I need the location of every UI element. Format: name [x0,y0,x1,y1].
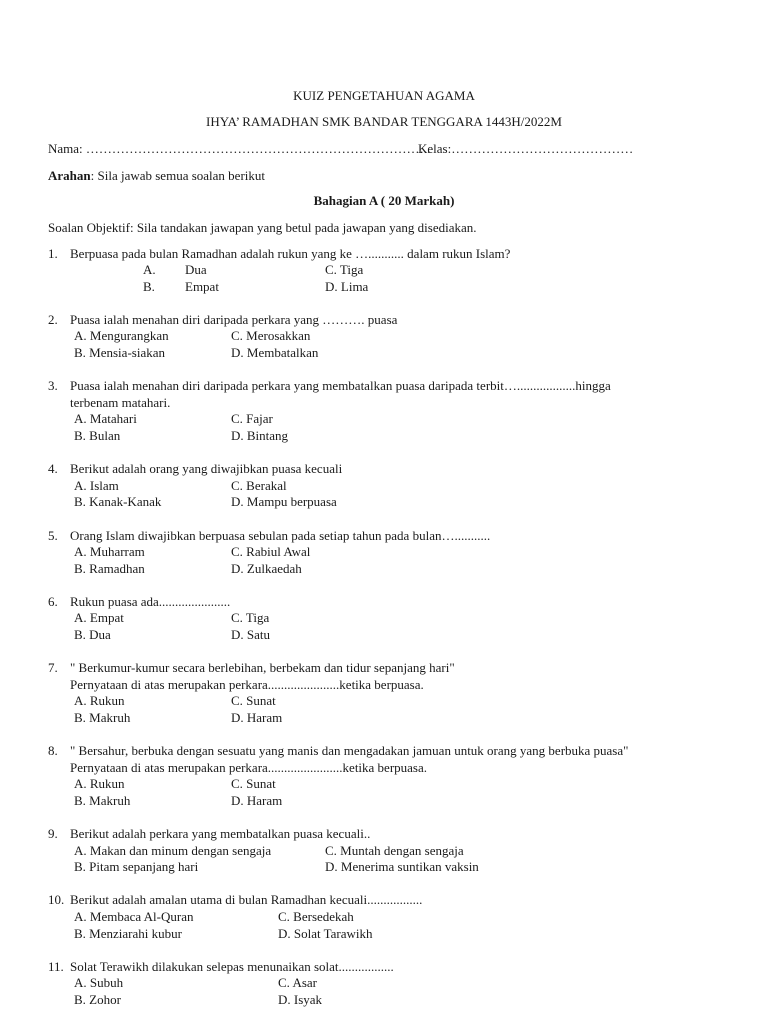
option-c: C. Asar [278,975,317,990]
option-a: A. Muharram [74,544,145,559]
question-number: 7. [48,660,58,675]
question-text-cont: Pernyataan di atas merupakan perkara......................ketika berpuasa. [70,677,424,692]
option-a: A. Membaca Al-Quran [74,909,194,924]
question-text: Orang Islam diwajibkan berpuasa sebulan pada setiap tahun pada bulan…........... [70,528,491,543]
option-b: B. Bulan [74,428,121,443]
option-d: D. Mampu berpuasa [231,494,337,509]
directions-label: Arahan [48,168,91,183]
question-number: 6. [48,594,58,609]
option-c: C. Sunat [231,776,276,791]
option-b: B. Dua [74,627,111,642]
question-number: 11. [48,959,64,974]
option-d: D. Zulkaedah [231,561,302,576]
option-d: D. Haram [231,793,283,808]
option-d: D. Menerima suntikan vaksin [325,859,479,874]
option-b: B. Makruh [74,793,131,808]
option-c: C. Muntah dengan sengaja [325,843,464,858]
option-c: C. Rabiul Awal [231,544,311,559]
quiz-subtitle: IHYA’ RAMADHAN SMK BANDAR TENGGARA 1443H/2022M [206,114,562,129]
option-c: C. Fajar [231,411,273,426]
question-text: Berikut adalah amalan utama di bulan Ramadhan kecuali................. [70,892,423,907]
option-c: C. Bersedekah [278,909,354,924]
option-d: D. Bintang [231,428,289,443]
option-b: B. Kanak-Kanak [74,494,162,509]
section-heading: Bahagian A ( 20 Markah) [313,193,455,208]
question-number: 5. [48,528,58,543]
option-b: B. Menziarahi kubur [74,926,182,941]
question-text: Berikut adalah perkara yang membatalkan puasa kecuali.. [70,826,371,841]
option-a: A. Rukun [74,776,125,791]
option-d: D. Lima [325,279,369,294]
option-c: C. Berakal [231,478,287,493]
option-a: A. Rukun [74,693,125,708]
directions [48,168,265,184]
option-b: B. Mensia-siakan [74,345,165,360]
option-a: A. Islam [74,478,119,493]
option-b-letter: B. [143,279,155,294]
question-number: 1. [48,246,58,261]
option-d: D. Isyak [278,992,323,1007]
option-b: B. Zohor [74,992,121,1007]
option-a: A. Makan dan minum dengan sengaja [74,843,272,858]
class-field-label: Kelas:…………………………………… [418,141,634,156]
question-text: " Bersahur, berbuka dengan sesuatu yang manis dan mengadakan jamuan untuk orang yang berbuka puasa" [70,743,629,758]
instructions: Soalan Objektif: Sila tandakan jawapan yang betul pada jawapan yang disediakan. [48,220,477,235]
option-c: C. Merosakkan [231,328,311,343]
option-a: A. Mengurangkan [74,328,169,343]
question-text: Berikut adalah orang yang diwajibkan puasa kecuali [70,461,343,476]
question-number: 10. [48,892,65,907]
option-d: D. Satu [231,627,270,642]
directions-text: : Sila jawab semua soalan berikut [90,168,265,183]
option-d: D. Membatalkan [231,345,319,360]
option-c: C. Tiga [325,262,364,277]
option-b: B. Pitam sepanjang hari [74,859,199,874]
option-c: C. Sunat [231,693,276,708]
option-c: C. Tiga [231,610,270,625]
question-text: Puasa ialah menahan diri daripada perkara yang ………. puasa [70,312,398,327]
question-text: Berpuasa pada bulan Ramadhan adalah rukun yang ke …........... dalam rukun Islam? [70,246,511,261]
question-number: 3. [48,378,58,393]
question-text: Puasa ialah menahan diri daripada perkara yang membatalkan puasa daripada terbit…..................hingga [70,378,611,393]
quiz-title: KUIZ PENGETAHUAN AGAMA [293,88,475,103]
question-text-cont: terbenam matahari. [70,395,171,410]
question-number: 4. [48,461,58,476]
name-field-label: Nama: …………………………………………………………………….. [48,141,431,156]
option-a: A. Matahari [74,411,137,426]
question-text: Rukun puasa ada...................... [70,594,231,609]
option-a-letter: A. [143,262,156,277]
option-b: B. Ramadhan [74,561,145,576]
question-text: " Berkumur-kumur secara berlebihan, berbekam dan tidur sepanjang hari" [70,660,455,675]
question-text: Solat Terawikh dilakukan selepas menunaikan solat................. [70,959,394,974]
option-a: Dua [185,262,207,277]
question-number: 9. [48,826,58,841]
option-a: A. Subuh [74,975,124,990]
option-d: D. Haram [231,710,283,725]
option-d: D. Solat Tarawikh [278,926,373,941]
question-number: 2. [48,312,58,327]
question-number: 8. [48,743,58,758]
option-b: B. Makruh [74,710,131,725]
question-text-cont: Pernyataan di atas merupakan perkara.......................ketika berpuasa. [70,760,428,775]
option-a: A. Empat [74,610,124,625]
option-b: Empat [185,279,219,294]
